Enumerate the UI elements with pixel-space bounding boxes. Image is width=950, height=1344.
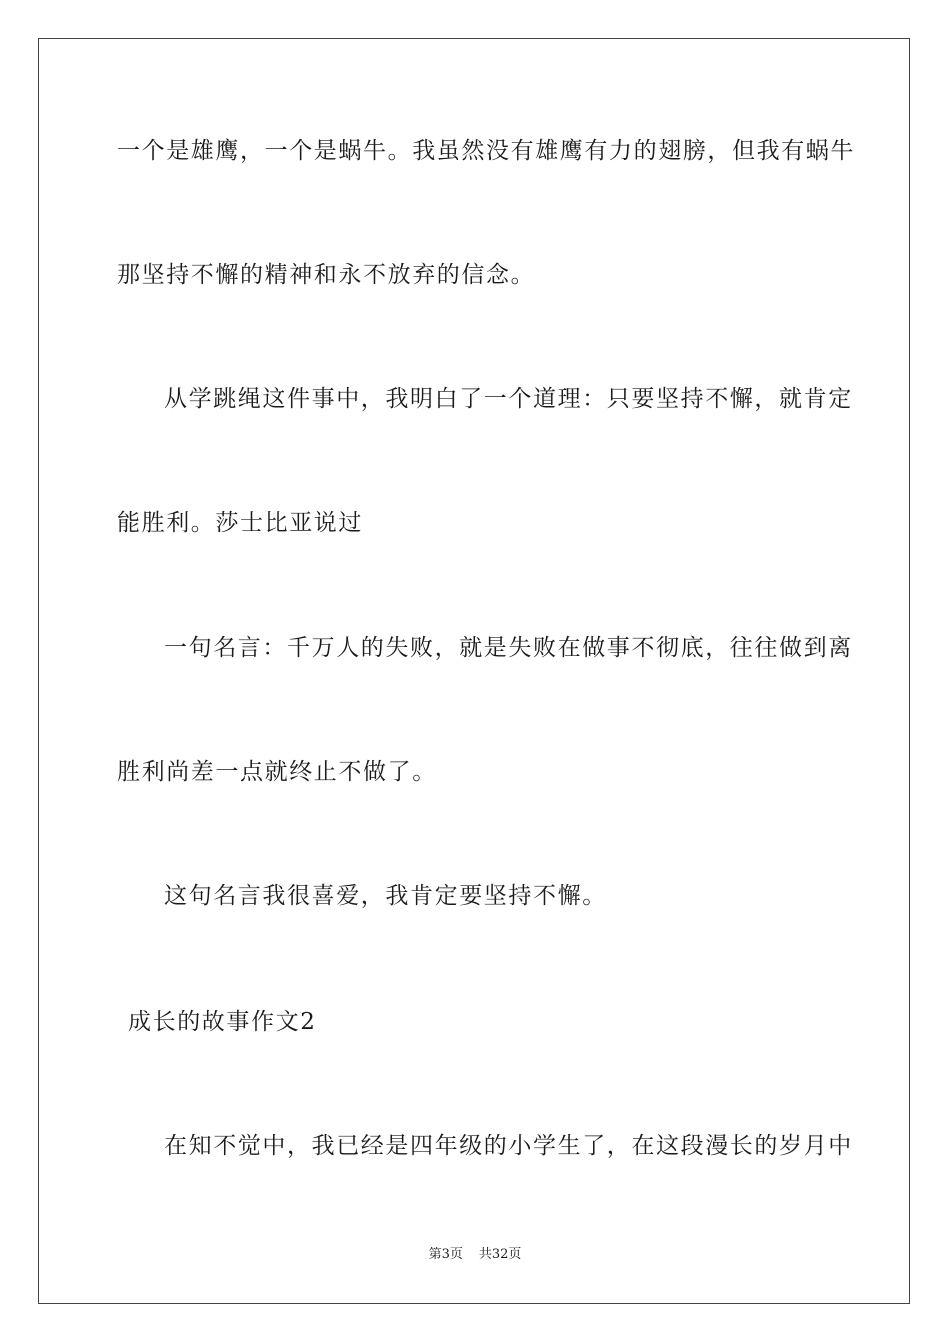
page-border bbox=[38, 38, 910, 1304]
body-line: 一个是雄鹰，一个是蜗牛。我虽然没有雄鹰有力的翅膀，但我有蜗牛 bbox=[117, 138, 855, 164]
body-line: 胜利尚差一点就终止不做了。 bbox=[117, 759, 437, 785]
page-footer bbox=[0, 1246, 950, 1264]
paragraph-line: 一句名言：千万人的失败，就是失败在做事不彻底，往往做到离 bbox=[164, 635, 853, 661]
total-pages: 共32页 bbox=[478, 1247, 522, 1262]
body-line: 能胜利。莎士比亚说过 bbox=[117, 510, 363, 536]
paragraph-line: 这句名言我很喜爱，我肯定要坚持不懈。 bbox=[164, 883, 607, 909]
page-number: 第3页 bbox=[428, 1247, 463, 1262]
paragraph-line: 在知不觉中，我已经是四年级的小学生了，在这段漫长的岁月中 bbox=[164, 1133, 853, 1159]
paragraph-line: 从学跳绳这件事中，我明白了一个道理：只要坚持不懈，就肯定 bbox=[164, 386, 853, 412]
section-heading: 成长的故事作文2 bbox=[128, 1009, 317, 1035]
body-line: 那坚持不懈的精神和永不放弃的信念。 bbox=[117, 262, 536, 288]
